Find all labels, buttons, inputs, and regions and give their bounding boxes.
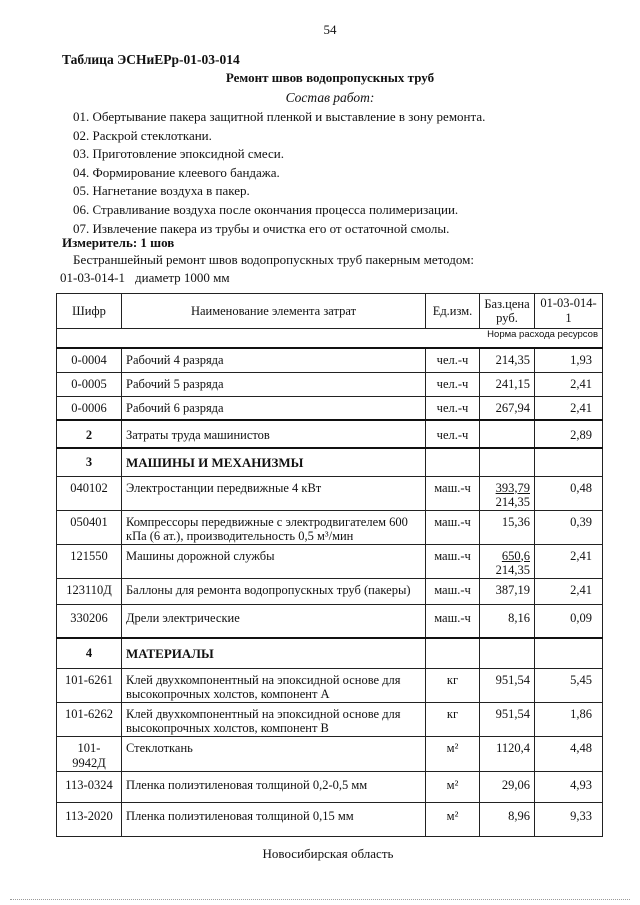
row-code: 0-0006 xyxy=(57,396,122,420)
row-code: 330206 xyxy=(57,604,122,638)
row-unit: маш.-ч xyxy=(426,604,480,638)
header-name: Наименование элемента затрат xyxy=(122,294,426,329)
row-price xyxy=(480,544,535,578)
row-unit: м² xyxy=(426,771,480,802)
composition-label: Состав работ: xyxy=(285,90,375,105)
row-name: Машины дорожной службы xyxy=(122,544,426,578)
row-name: Рабочий 5 разряда xyxy=(122,372,426,396)
row-value: 2,41 xyxy=(535,396,603,420)
price-base: 214,35 xyxy=(495,494,530,509)
code-line xyxy=(60,270,240,286)
row-price: 8,96 xyxy=(480,802,535,836)
row-code: 113-0324 xyxy=(57,771,122,802)
row-unit: кг xyxy=(426,668,480,702)
table-row xyxy=(57,771,603,802)
work-item: 05. Нагнетание воздуха в пакер. xyxy=(73,183,250,199)
row-price xyxy=(480,420,535,448)
row-name: Пленка полиэтиленовая толщиной 0,2-0,5 мм xyxy=(122,771,426,802)
table-row xyxy=(57,736,603,771)
table-header-row xyxy=(57,294,603,329)
row-name: Затраты труда машинистов xyxy=(122,420,426,448)
row-value: 1,93 xyxy=(535,348,603,372)
table-row xyxy=(57,476,603,510)
page-footer: Новосибирская область xyxy=(262,846,394,861)
row-name: Электростанции передвижные 4 кВт xyxy=(122,476,426,510)
table-row xyxy=(57,702,603,736)
price-main: 393,79 xyxy=(495,480,530,495)
row-price: 29,06 xyxy=(480,771,535,802)
row-price: 241,15 xyxy=(480,372,535,396)
header-code: Шифр xyxy=(57,294,122,329)
header-value: 01-03-014-1 xyxy=(535,294,603,329)
row-value: 0,39 xyxy=(535,510,603,544)
row-code: 121550 xyxy=(57,544,122,578)
method-description: Бестраншейный ремонт швов водопропускных труб пакерным методом: xyxy=(73,252,474,267)
row-code: 101-6261 xyxy=(57,668,122,702)
table-title: Таблица ЭСНиЕРр-01-03-014 xyxy=(62,52,240,67)
row-price: 15,36 xyxy=(480,510,535,544)
table-row xyxy=(57,604,603,638)
row-value: 5,45 xyxy=(535,668,603,702)
row-value: 2,89 xyxy=(535,420,603,448)
row-unit: чел.-ч xyxy=(426,372,480,396)
price-base: 214,35 xyxy=(495,562,530,577)
row-price: 267,94 xyxy=(480,396,535,420)
row-value: 9,33 xyxy=(535,802,603,836)
measure-unit: Измеритель: 1 шов xyxy=(62,235,175,250)
row-unit: м² xyxy=(426,736,480,771)
row-unit: маш.-ч xyxy=(426,578,480,604)
row-code: 101-6262 xyxy=(57,702,122,736)
row-unit: чел.-ч xyxy=(426,420,480,448)
row-code: 0-0004 xyxy=(57,348,122,372)
row-value: 4,93 xyxy=(535,771,603,802)
row-value: 2,41 xyxy=(535,372,603,396)
row-value: 2,41 xyxy=(535,544,603,578)
page-number: 54 xyxy=(323,22,337,37)
work-item: 04. Формирование клеевого бандажа. xyxy=(73,164,280,180)
row-unit: чел.-ч xyxy=(426,396,480,420)
row-unit: м² xyxy=(426,802,480,836)
row-name: Пленка полиэтиленовая толщиной 0,15 мм xyxy=(122,802,426,836)
row-name: Клей двухкомпонентный на эпоксидной основе для высокопрочных холстов, компонент В xyxy=(122,702,426,736)
row-unit: маш.-ч xyxy=(426,476,480,510)
section-code: 3 xyxy=(57,448,122,476)
section-row xyxy=(57,448,603,476)
table-row xyxy=(57,544,603,578)
row-code: 123110Д xyxy=(57,578,122,604)
table-row xyxy=(57,510,603,544)
table-row xyxy=(57,396,603,420)
code-number: 01-03-014-1 xyxy=(60,270,125,285)
table-row xyxy=(57,668,603,702)
row-code: 113-2020 xyxy=(57,802,122,836)
norm-label: Норма расхода ресурсов xyxy=(57,329,603,349)
norm-row xyxy=(57,329,603,349)
section-title: МАШИНЫ И МЕХАНИЗМЫ xyxy=(122,448,426,476)
table-row xyxy=(57,420,603,448)
row-unit: маш.-ч xyxy=(426,510,480,544)
row-price: 387,19 xyxy=(480,578,535,604)
row-code: 2 xyxy=(57,420,122,448)
row-name: Компрессоры передвижные с электродвигателем 600 кПа (6 ат.), производительность 0,5 м³/мин xyxy=(122,510,426,544)
section-row xyxy=(57,638,603,668)
row-value: 1,86 xyxy=(535,702,603,736)
table-row xyxy=(57,348,603,372)
row-price: 951,54 xyxy=(480,668,535,702)
work-item: 07. Извлечение пакера из трубы и очистка его от остаточной смолы. xyxy=(73,220,450,236)
row-code: 050401 xyxy=(57,510,122,544)
work-item: 02. Раскрой стеклоткани. xyxy=(73,127,212,143)
row-value: 0,09 xyxy=(535,604,603,638)
row-name: Клей двухкомпонентный на эпоксидной основе для высокопрочных холстов, компонент А xyxy=(122,668,426,702)
row-name: Баллоны для ремонта водопропускных труб (пакеры) xyxy=(122,578,426,604)
work-item: 06. Стравливание воздуха после окончания процесса полимеризации. xyxy=(73,201,459,217)
row-price: 1120,4 xyxy=(480,736,535,771)
row-unit: маш.-ч xyxy=(426,544,480,578)
row-name: Рабочий 4 разряда xyxy=(122,348,426,372)
row-value: 4,48 xyxy=(535,736,603,771)
row-unit: чел.-ч xyxy=(426,348,480,372)
row-price: 8,16 xyxy=(480,604,535,638)
table-row xyxy=(57,372,603,396)
header-price: Баз.цена руб. xyxy=(480,294,535,329)
row-code: 0-0005 xyxy=(57,372,122,396)
code-description: диаметр 1000 мм xyxy=(135,270,230,285)
table-subtitle: Ремонт швов водопропускных труб xyxy=(225,70,435,85)
row-price: 951,54 xyxy=(480,702,535,736)
row-value: 2,41 xyxy=(535,578,603,604)
section-code: 4 xyxy=(57,638,122,668)
row-price xyxy=(480,476,535,510)
table-row xyxy=(57,802,603,836)
row-code: 101-9942Д xyxy=(57,736,122,771)
work-item: 01. Обертывание пакера защитной пленкой и выставление в зону ремонта. xyxy=(73,109,486,124)
header-unit: Ед.изм. xyxy=(426,294,480,329)
row-unit: кг xyxy=(426,702,480,736)
section-title: МАТЕРИАЛЫ xyxy=(122,638,426,668)
scan-artifact-line xyxy=(10,899,630,902)
row-price: 214,35 xyxy=(480,348,535,372)
row-code: 040102 xyxy=(57,476,122,510)
row-value: 0,48 xyxy=(535,476,603,510)
row-name: Рабочий 6 разряда xyxy=(122,396,426,420)
row-name: Дрели электрические xyxy=(122,604,426,638)
works-list xyxy=(73,108,485,238)
price-main: 650,6 xyxy=(501,548,530,563)
table-row xyxy=(57,578,603,604)
row-name: Стеклоткань xyxy=(122,736,426,771)
work-item: 03. Приготовление эпоксидной смеси. xyxy=(73,146,284,162)
resources-table xyxy=(56,293,603,837)
